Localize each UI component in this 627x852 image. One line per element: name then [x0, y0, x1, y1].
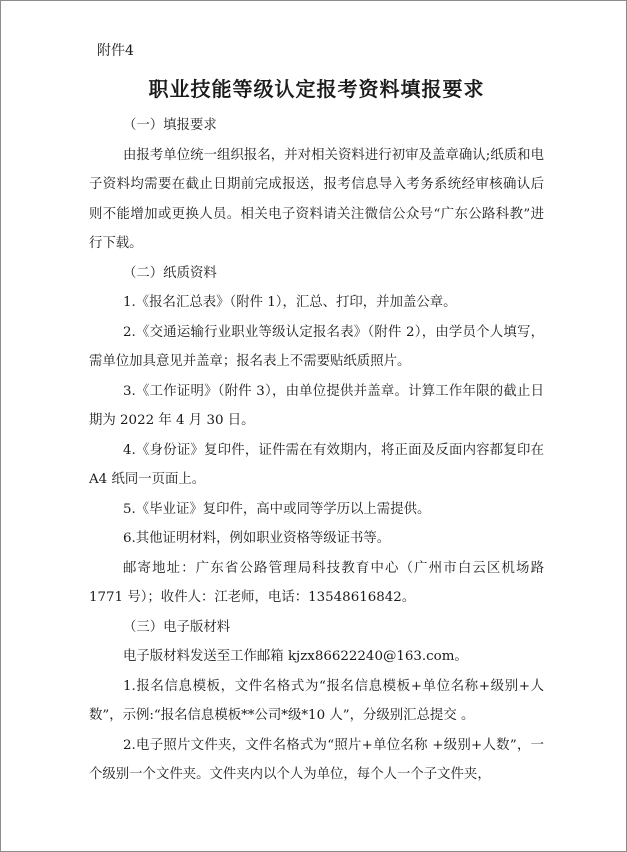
paragraph: 5.《毕业证》复印件，高中或同等学历以上需提供。: [123, 501, 431, 517]
paragraph: 1.报名信息模板，文件名格式为“报名信息模板+单位名称+级别+人数”，示例:“报名信息模板**公司*级*10 人”，分级别汇总提交 。: [89, 678, 544, 723]
paragraph: 6.其他证明材料，例如职业资格等级证书等。: [123, 531, 391, 546]
paragraph: 2.电子照片文件夹，文件名格式为“照片+单位名称 +级别+人数”，一个级别一个文件夹。文件夹内以个人为单位，每个人一个子文件夹，: [89, 737, 544, 782]
section-heading: （三）电子版材料: [123, 619, 231, 635]
section-heading: （一）填报要求: [123, 118, 217, 133]
document-title: 职业技能等级认定报考资料填报要求: [148, 77, 485, 101]
paragraph: 4.《身份证》复印件，证件需在有效期内，将正面及反面内容都复印在 A4 纸同一页面上。: [89, 442, 544, 487]
section-heading: （二）纸质资料: [123, 265, 217, 281]
document-content: [89, 41, 544, 790]
section-paper-materials: [89, 259, 544, 613]
paragraph: 2.《交通运输行业职业等级认定报名表》（附件 2），由学员个人填写，需单位加具意见并盖章；报名表上不需要贴纸质照片。: [89, 324, 544, 369]
paragraph: 由报考单位统一组织报名，并对相关资料进行初审及盖章确认;纸质和电子资料均需要在截止日期前完成报送，报考信息导入考务系统经审核确认后则不能增加或更换人员。相关电子资料请关注微信公众号“广东公路科教”进行下载。: [89, 147, 544, 251]
mailing-address: 邮寄地址：广东省公路管理局科技教育中心（广州市白云区机场路 1771 号）；收件人：江老师，电话：13548616842。: [89, 560, 544, 605]
attachment-label: 附件4: [97, 43, 134, 59]
email-paragraph: 电子版材料发送至工作邮箱 kjzx86622240@163.com。: [123, 649, 468, 664]
paragraph: 1.《报名汇总表》（附件 1），汇总、打印，并加盖公章。: [123, 295, 457, 310]
paragraph: 3.《工作证明》（附件 3），由单位提供并盖章。计算工作年限的截止日期为 2022 年 4 月 30 日。: [89, 383, 544, 428]
section-fill-requirements: [89, 111, 544, 259]
section-electronic-materials: [89, 613, 544, 790]
